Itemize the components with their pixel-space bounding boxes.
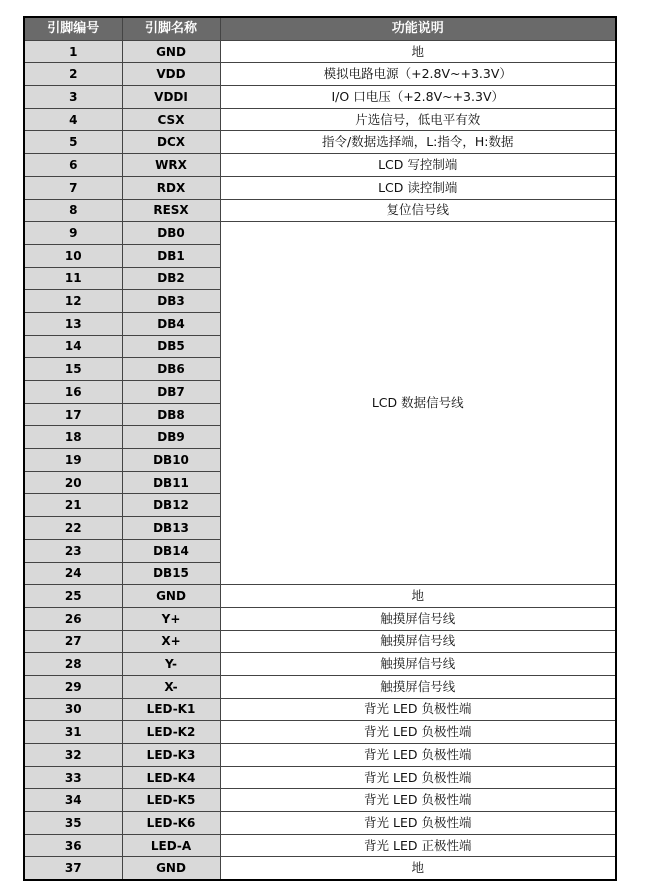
pin-number-cell: 29 (24, 675, 122, 698)
pin-name-cell: DB11 (122, 471, 220, 494)
pin-number-cell: 1 (24, 40, 122, 63)
function-description-cell: 背光 LED 正极性端 (220, 834, 616, 857)
pin-number-cell: 37 (24, 857, 122, 880)
table-header (24, 17, 616, 40)
pin-name-cell: LED-K1 (122, 698, 220, 721)
pin-number-cell: 11 (24, 267, 122, 290)
pin-number-cell: 4 (24, 108, 122, 131)
table-row (24, 834, 616, 857)
function-description-cell: 地 (220, 857, 616, 880)
pin-name-cell: CSX (122, 108, 220, 131)
pin-name-cell: DB4 (122, 312, 220, 335)
pin-number-cell: 31 (24, 721, 122, 744)
pin-name-cell: WRX (122, 154, 220, 177)
function-description-cell: 片选信号，低电平有效 (220, 108, 616, 131)
table-row (24, 698, 616, 721)
pin-name-cell: DB15 (122, 562, 220, 585)
table-row (24, 607, 616, 630)
pin-name-cell: X+ (122, 630, 220, 653)
pin-name-cell: DB0 (122, 222, 220, 245)
function-description-cell: 背光 LED 负极性端 (220, 789, 616, 812)
pin-name-cell: Y+ (122, 607, 220, 630)
pin-name-cell: DB9 (122, 426, 220, 449)
pin-number-cell: 7 (24, 176, 122, 199)
table-row (24, 744, 616, 767)
table-row (24, 812, 616, 835)
function-description-cell: 复位信号线 (220, 199, 616, 222)
function-description-cell: 背光 LED 负极性端 (220, 698, 616, 721)
function-description-cell: LCD 数据信号线 (220, 222, 616, 585)
table-row (24, 585, 616, 608)
table-body (24, 40, 616, 880)
pin-name-cell: DCX (122, 131, 220, 154)
pin-name-cell: RDX (122, 176, 220, 199)
pin-number-cell: 14 (24, 335, 122, 358)
pin-number-cell: 12 (24, 290, 122, 313)
table-row (24, 131, 616, 154)
function-description-cell: 背光 LED 负极性端 (220, 744, 616, 767)
function-description-cell: I/O 口电压（+2.8V~+3.3V） (220, 86, 616, 109)
table-row (24, 63, 616, 86)
pin-number-cell: 10 (24, 244, 122, 267)
pin-name-cell: LED-K4 (122, 766, 220, 789)
table-row (24, 176, 616, 199)
pin-number-cell: 8 (24, 199, 122, 222)
function-description-cell: 触摸屏信号线 (220, 675, 616, 698)
pin-name-cell: GND (122, 585, 220, 608)
function-description-cell: LCD 读控制端 (220, 176, 616, 199)
pin-name-cell: VDD (122, 63, 220, 86)
table-row (24, 675, 616, 698)
pin-name-cell: DB6 (122, 358, 220, 381)
pin-name-cell: DB12 (122, 494, 220, 517)
pin-number-cell: 21 (24, 494, 122, 517)
pin-number-cell: 24 (24, 562, 122, 585)
pin-number-cell: 2 (24, 63, 122, 86)
pin-name-cell: DB1 (122, 244, 220, 267)
function-description-cell: 模拟电路电源（+2.8V~+3.3V） (220, 63, 616, 86)
pin-name-cell: DB13 (122, 517, 220, 540)
function-description-cell: 指令/数据选择端，L:指令，H:数据 (220, 131, 616, 154)
pin-number-cell: 23 (24, 539, 122, 562)
pin-number-cell: 20 (24, 471, 122, 494)
pin-number-cell: 26 (24, 607, 122, 630)
table-row (24, 40, 616, 63)
pin-number-cell: 18 (24, 426, 122, 449)
pin-name-cell: GND (122, 857, 220, 880)
table-row (24, 199, 616, 222)
table-row (24, 86, 616, 109)
pin-name-cell: GND (122, 40, 220, 63)
function-description-cell: 触摸屏信号线 (220, 630, 616, 653)
table-row (24, 721, 616, 744)
header-function: 功能说明 (220, 17, 616, 40)
pin-name-cell: LED-K5 (122, 789, 220, 812)
pin-definition-table (23, 16, 617, 881)
function-description-cell: 触摸屏信号线 (220, 653, 616, 676)
pin-name-cell: RESX (122, 199, 220, 222)
table-row (24, 108, 616, 131)
pin-number-cell: 15 (24, 358, 122, 381)
function-description-cell: LCD 写控制端 (220, 154, 616, 177)
pin-number-cell: 35 (24, 812, 122, 835)
pin-number-cell: 13 (24, 312, 122, 335)
pin-number-cell: 16 (24, 381, 122, 404)
pin-name-cell: VDDI (122, 86, 220, 109)
pin-number-cell: 30 (24, 698, 122, 721)
pin-number-cell: 28 (24, 653, 122, 676)
pin-name-cell: DB2 (122, 267, 220, 290)
pin-number-cell: 27 (24, 630, 122, 653)
table-row (24, 789, 616, 812)
pin-name-cell: DB14 (122, 539, 220, 562)
pin-name-cell: DB3 (122, 290, 220, 313)
pin-number-cell: 33 (24, 766, 122, 789)
pin-name-cell: LED-K3 (122, 744, 220, 767)
pin-number-cell: 5 (24, 131, 122, 154)
pin-name-cell: DB7 (122, 381, 220, 404)
function-description-cell: 触摸屏信号线 (220, 607, 616, 630)
header-row (24, 17, 616, 40)
function-description-cell: 背光 LED 负极性端 (220, 721, 616, 744)
pin-name-cell: DB10 (122, 449, 220, 472)
pin-name-cell: X- (122, 675, 220, 698)
pin-number-cell: 6 (24, 154, 122, 177)
table-row (24, 766, 616, 789)
table-row (24, 222, 616, 245)
pin-number-cell: 3 (24, 86, 122, 109)
pin-number-cell: 19 (24, 449, 122, 472)
pin-name-cell: LED-A (122, 834, 220, 857)
pin-number-cell: 34 (24, 789, 122, 812)
header-pin-name: 引脚名称 (122, 17, 220, 40)
table-row (24, 154, 616, 177)
table-row (24, 630, 616, 653)
pin-name-cell: Y- (122, 653, 220, 676)
pin-number-cell: 32 (24, 744, 122, 767)
pin-number-cell: 36 (24, 834, 122, 857)
pin-number-cell: 9 (24, 222, 122, 245)
function-description-cell: 背光 LED 负极性端 (220, 812, 616, 835)
table-row (24, 653, 616, 676)
header-pin-number: 引脚编号 (24, 17, 122, 40)
pin-name-cell: LED-K6 (122, 812, 220, 835)
pin-name-cell: LED-K2 (122, 721, 220, 744)
function-description-cell: 地 (220, 40, 616, 63)
function-description-cell: 背光 LED 负极性端 (220, 766, 616, 789)
pin-name-cell: DB8 (122, 403, 220, 426)
pin-number-cell: 17 (24, 403, 122, 426)
pin-name-cell: DB5 (122, 335, 220, 358)
function-description-cell: 地 (220, 585, 616, 608)
pin-number-cell: 25 (24, 585, 122, 608)
pin-number-cell: 22 (24, 517, 122, 540)
